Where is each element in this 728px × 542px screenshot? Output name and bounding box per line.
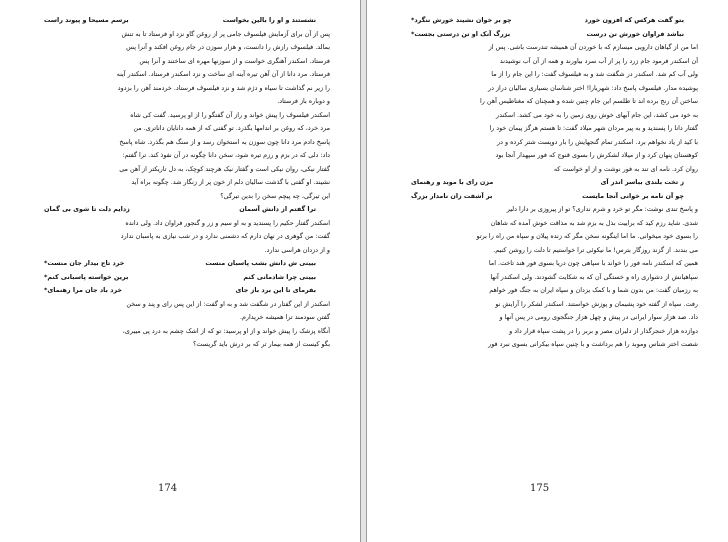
verse-line	[397, 28, 698, 42]
prose-line: مرد خرد، که روغن بر اندامها بگذرد. تو گفتی که از همه دانایان داناتری. من	[133, 124, 330, 132]
prose-line: را زیر نم گذاشت تا سیاه و دژم شد و نزد فیلسوف فرستاد. خردمند آهن را بزدود	[117, 83, 330, 92]
prose-line: شصت اختر شناس وموبد را هم برداشت و با چنین سپاه بیکرانی بسوی نبرد فور	[488, 340, 698, 348]
prose-line: آنگاه پزشک را پیش خواند و از او پرسید: تو که از اشک چشم به درد پی میبری،	[122, 326, 330, 335]
verse-second-hemistich: بزرگ آنک او تن درستی بجست*	[411, 29, 511, 38]
right-page	[366, 0, 728, 542]
verse-line	[30, 203, 330, 217]
prose-line: ساختن آن رنج برده اند تا طلسم این جام چنین شده و همچنان که مغناطیس آهن را	[479, 97, 698, 105]
prose-line: گفتار دانا را پسندید و به پیر مردان شهر میلاد گفت: تا هستم هرگز پیمان خود را	[489, 124, 698, 132]
prose-line: پس از آن برای آزمایش فیلسوف جامی پر از روغن گاو نزد او فرستاد تا به تنش	[121, 29, 330, 38]
verse-first-hemistich: نشستند و او را بالین بخواست	[222, 16, 316, 24]
verse-first-hemistich: نباشد فراوان خورش تن درست	[586, 29, 684, 38]
prose-line: اسکندر گفتار حکیم را پسندید و به او سیم و زر و گنجور فراوان داد. ولی دانده	[125, 218, 330, 227]
verse-first-hemistich: ز تخت بلندی بباسر اندر آی	[600, 178, 684, 186]
prose-line: به رزمیان گفت: من بدون شما و با کمک یزدان و سپاه ایران به جنگ فور خواهم	[489, 286, 698, 294]
prose-line: رفت. سپاه از گفته خود پشیمان و پوزش خواستند. اسکندر لشکر را آرایش نو	[495, 299, 698, 308]
verse-first-hemistich: چو آن نامه بر خوانی آنجا مایست	[582, 191, 684, 200]
prose-line: گفت: من گوهری در نهان دارم که دشمنی ندارد و در شب نیازی به پاسبان ندارد	[120, 232, 330, 240]
prose-line: فرستاد. اسکندر آهنگری خواست و از سوزنها مهره ای ساختند و آنرا پس	[139, 56, 330, 65]
prose-line: روان کرد. نامه ای تند به فور نوشت و از او خواست که	[553, 164, 698, 173]
prose-line: پوشیده مدار. فیلسوف پاسخ داد: شهریارا! اختر شناسان بسیاری سالیان دراز در	[487, 83, 698, 92]
verse-second-hemistich: برسم مسیحا و پیوند راست	[44, 16, 129, 24]
left-page-number: 174	[158, 483, 178, 494]
prose-line: داد: دلی که در بزم و رزم تیره شود، سخن دانا چگونه در آن نفوذ کند. ترا گفتم:	[122, 151, 330, 159]
prose-line: ولی آب کم شد. اسکندر در شگفت شد و به فیلسوف گفت: را این جام را از ما	[491, 70, 698, 78]
verse-first-hemistich: بیینی ش دانش بشب پاسبان منست	[205, 259, 316, 267]
right-page-text	[397, 14, 698, 352]
verse-second-hemistich: چو بر خوان نشیند خورش ننگرد*	[411, 16, 512, 24]
verse-line	[30, 284, 330, 298]
prose-line: کوهستان پنهان کرد و از میلاد لشکرش را بسوی قنوج که فور سپهدار آنجا بود	[495, 151, 698, 159]
verse-second-hemistich: مزن رای با موبد و رهنمای	[411, 178, 494, 186]
prose-line: اسکندر فیلسوف را پیش خواند و راز آن گفتگو را از او پرسید. گفت کی شاه	[130, 110, 330, 119]
verse-second-hemistich: خرد باد جان مرا رهنمای*	[44, 286, 123, 294]
prose-line: گفتار نیکی، روان نیکی است و گفتار نیک هرچند کوچک، به دل تاریکتر از آهن می	[119, 164, 330, 173]
prose-line: را بسوی خود میخوانی. ما اما اینگونه سخن مگر که زنده پیلان و سپاه من راه را برتو	[476, 232, 698, 240]
prose-line: آن اسکندر فرمود جام زرد را پر از آب سرد بیاورند و همه از آن آب نوشیدند	[499, 56, 698, 65]
prose-line: بگو کیست از همه بیمار تر که بر درش باید گریست؟	[192, 340, 330, 348]
prose-line: این تیرگی، چه پیچم سخن را بدین تیرگی؟	[220, 191, 330, 200]
verse-first-hemistich: ترا گفتم از دانش آسمان	[239, 205, 316, 213]
prose-line: دوازده هزار خنجرگذار از دلیران مصر و بربر را در پشت سپاه قرار داد و	[509, 326, 698, 335]
prose-line: و پاسخ تندی نوشت: مگر تو خرد و شرم نداری؟ تو از پیروزی بر دارا دلیر	[506, 205, 698, 213]
prose-line: شدی. شاید رزم کید که براییت بذل به بزم شد به مذاقت خوش آمده که شاهان	[490, 218, 698, 227]
prose-line: پاسخ دادم مرد دانا چون سوزن به استخوان رسد و از سنگ هم بگذرد. شاه پاسخ	[119, 137, 330, 146]
prose-line: نشیند. او گفتی با گذشت سالیان دلم از خون پر از زنگار شد. چگونه براه آید	[131, 178, 330, 186]
verse-line	[30, 14, 330, 28]
verse-line	[397, 176, 698, 190]
prose-line: گفتن سودمند ترا همیشه خریدارم.	[239, 313, 330, 321]
verse-second-hemistich: زدایم دلت تا شوی بی گمان	[44, 205, 130, 213]
prose-line: بمالد. فیلسوف رازش را دانست، و هزار سوزن در جام روغن افکند و آنرا پس	[126, 43, 330, 51]
prose-line: و از دزدان هراسی ندارد.	[264, 245, 330, 254]
prose-line: همین که اسکندر نامه فور را خواند با سپاهی چون دریا بسوی فور هند تاخت. اما	[488, 259, 698, 267]
verse-first-hemistich: بتو گفت هرکس که افزون خورد	[584, 16, 684, 24]
prose-line: سپاهیانش از دشواری راه و خستگی آن که به شکایت گشودند. ولی اسکندر آنها	[490, 272, 698, 281]
prose-line: با کید از یاد نخواهم برد. اسکندر تمام گنجهایش را بار دوپست شتر کرده و در	[496, 137, 698, 146]
prose-line: فرستاد. مرد دانا از آن آهن تیره آینه ای ساخت و نزد اسکندر فرستاد. اسکندر آینه	[116, 70, 330, 78]
left-page-text	[30, 14, 330, 352]
verse-first-hemistich: بیینی چرا شادمانی کنم	[243, 272, 316, 281]
verse-first-hemistich: بفرمای تا این برد باز جای	[235, 286, 316, 294]
verse-second-hemistich: خرد تاج بیدار جان منست*	[44, 259, 125, 267]
verse-second-hemistich: بر آشفت زان نامدار بزرگ	[411, 191, 493, 200]
verse-second-hemistich: برین خواسته پاسبانی کنم*	[44, 272, 129, 281]
prose-line: داد. صد هزار سوار ایرانی در پیش و چهل هزار جنگجوی رومی در پس آنها و	[499, 313, 698, 321]
verse-line	[30, 257, 330, 271]
prose-line: اسکندر از این گفتار در شگفت شد و به او گفت: از این پس رای و پند و سخن	[126, 299, 330, 308]
right-page-number: 175	[530, 483, 550, 494]
left-page	[0, 0, 361, 542]
prose-line: اما من از گیاهان دارویی میسازم که با خوردن آن همیشه تندرست باشی. پس از	[488, 43, 698, 51]
prose-line: می بندند. از گزند روزگار بترس! ما نیکوئی ترا خواستیم تا دلت را روشن کنیم.	[493, 245, 698, 254]
prose-line: به خود می کشد، این جام آبهای خوش روی زمین را به خود می کشد. اسکندر	[495, 110, 698, 119]
verse-line	[30, 271, 330, 285]
prose-line: و دوباره باز فرستاد.	[277, 97, 330, 105]
verse-line	[397, 14, 698, 28]
verse-line	[397, 190, 698, 204]
